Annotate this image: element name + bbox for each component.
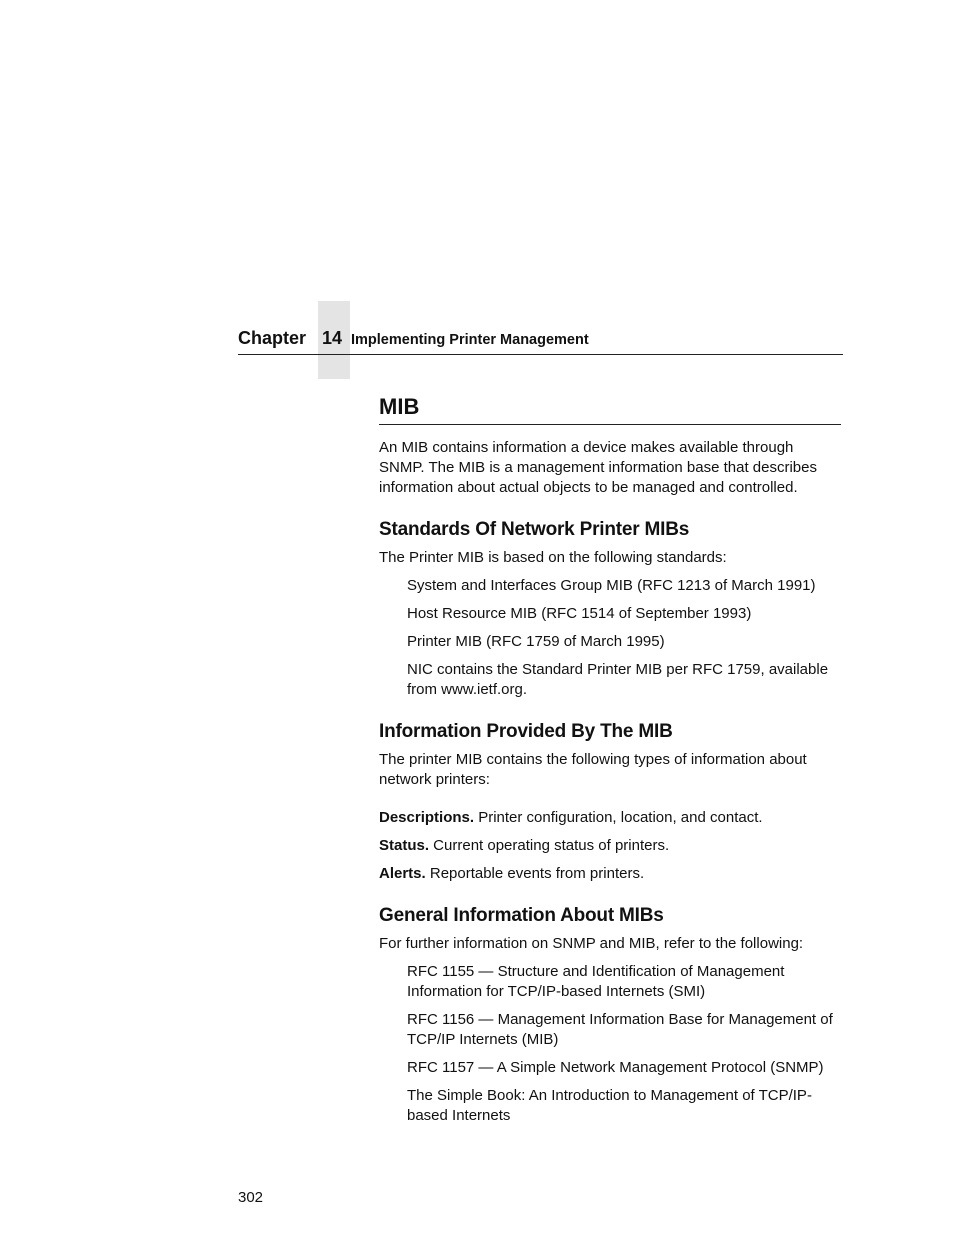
list-item: Host Resource MIB (RFC 1514 of September 1993) xyxy=(407,605,752,622)
definition-term: Descriptions. xyxy=(379,809,475,826)
list-item: NIC contains the Standard Printer MIB per RFC 1759, available from www.ietf.org. xyxy=(407,661,829,698)
definition-status xyxy=(379,836,841,856)
chapter-title: Implementing Printer Management xyxy=(351,332,589,348)
general-heading: General Information About MIBs xyxy=(379,905,664,926)
definition-text: Current operating status of printers. xyxy=(429,837,670,854)
standards-intro: The Printer MIB is based on the following standards: xyxy=(379,549,727,566)
standards-heading: Standards Of Network Printer MIBs xyxy=(379,519,690,540)
definition-alerts xyxy=(379,864,841,884)
list-item: RFC 1155 — Structure and Identification of Management Information for TCP/IP-based Internets (SMI) xyxy=(407,963,785,1000)
chapter-number: 14 xyxy=(322,328,343,348)
definition-text: Reportable events from printers. xyxy=(425,865,645,882)
definition-descriptions xyxy=(379,808,841,828)
list-item: RFC 1156 — Management Information Base for Management of TCP/IP Internets (MIB) xyxy=(407,1011,833,1048)
section-title: MIB xyxy=(379,393,841,425)
general-intro: For further information on SNMP and MIB, refer to the following: xyxy=(379,935,804,952)
definition-term: Alerts. xyxy=(379,865,426,882)
page-content xyxy=(379,393,841,1126)
information-intro: The printer MIB contains the following types of information about network printers: xyxy=(379,751,807,788)
list-item: RFC 1157 — A Simple Network Management Protocol (SNMP) xyxy=(407,1059,824,1076)
standards-list xyxy=(379,576,841,700)
definition-term: Status. xyxy=(379,837,430,854)
section-intro: An MIB contains information a device makes available through SNMP. The MIB is a management information base that describes information about actual objects to be managed and controlled. xyxy=(379,439,817,496)
list-item: Printer MIB (RFC 1759 of March 1995) xyxy=(407,633,665,650)
header-rule xyxy=(238,354,843,355)
page-number: 302 xyxy=(238,1189,264,1206)
list-item: The Simple Book: An Introduction to Management of TCP/IP-based Internets xyxy=(407,1087,812,1124)
list-item: System and Interfaces Group MIB (RFC 1213 of March 1991) xyxy=(407,577,816,594)
definition-text: Printer configuration, location, and contact. xyxy=(474,809,763,826)
references-list xyxy=(379,962,841,1126)
information-heading: Information Provided By The MIB xyxy=(379,721,673,742)
chapter-label: Chapter xyxy=(238,328,307,348)
